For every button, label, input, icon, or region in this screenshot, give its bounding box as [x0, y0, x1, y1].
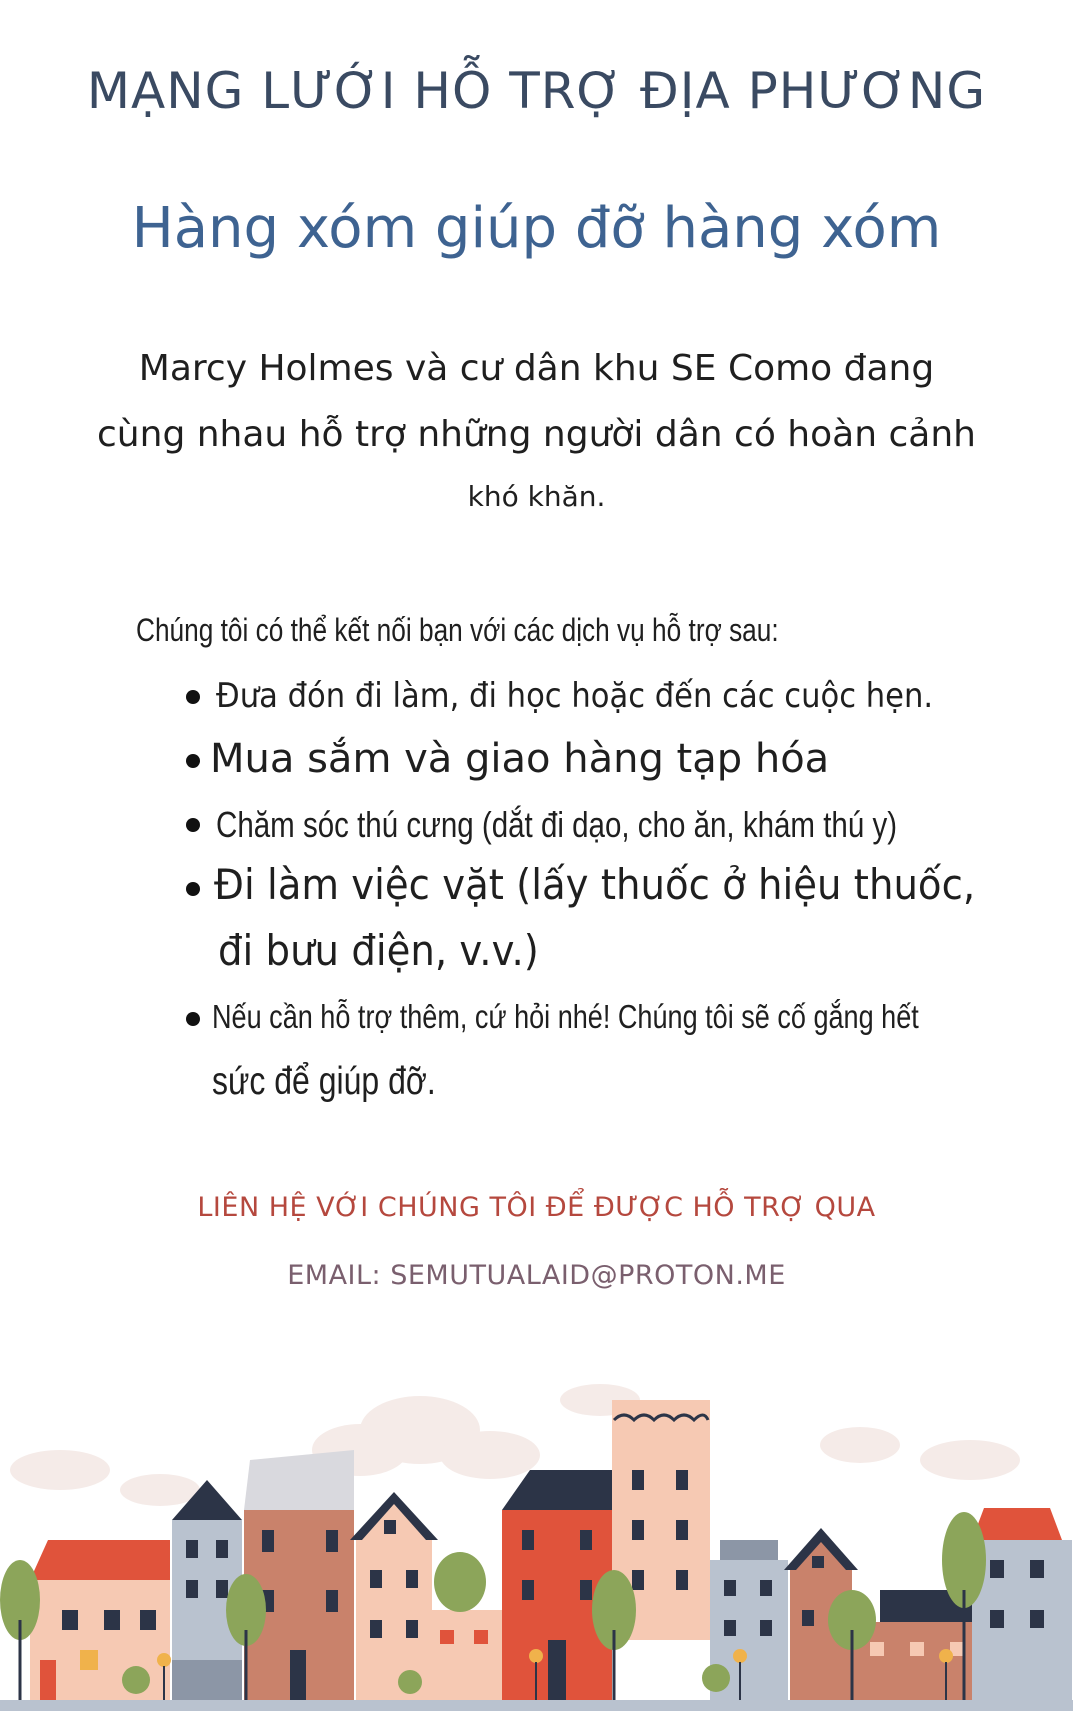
house-4: [350, 1492, 438, 1700]
house-3: [244, 1450, 354, 1700]
services-intro: Chúng tôi có thể kết nối bạn với các dịch vụ hỗ trợ sau:: [136, 612, 779, 648]
house-6: [502, 1470, 612, 1700]
page-subtitle: Hàng xóm giúp đỡ hàng xóm: [131, 196, 942, 261]
town-houses-illustration: [0, 1360, 1073, 1711]
service-item-other: Nếu cần hỗ trợ thêm, cứ hỏi nhé! Chúng tôi sẽ cố gắng hết: [212, 998, 919, 1035]
intro-line-3: khó khăn.: [467, 480, 606, 513]
cloud-shapes: [10, 1384, 1020, 1506]
contact-heading: LIÊN HỆ VỚI CHÚNG TÔI ĐỂ ĐƯỢC HỖ TRỢ QUA: [197, 1192, 876, 1223]
service-item-groceries: Mua sắm và giao hàng tạp hóa: [210, 736, 830, 782]
service-item-transport: Đưa đón đi làm, đi học hoặc đến các cuộc hẹn.: [216, 676, 934, 716]
intro-line-1: Marcy Holmes và cư dân khu SE Como đang: [138, 348, 935, 389]
bullet-icon: [186, 818, 200, 832]
house-5: [432, 1552, 502, 1700]
intro-line-2: cùng nhau hỗ trợ những người dân có hoàn cảnh: [97, 414, 976, 455]
bullet-icon: [186, 882, 200, 896]
contact-email[interactable]: EMAIL: SEMUTUALAID@PROTON.ME: [287, 1260, 786, 1291]
service-item-pet-care: Chăm sóc thú cưng (dắt đi dạo, cho ăn, khám thú y): [216, 804, 898, 845]
service-item-errands-cont: đi bưu điện, v.v.): [218, 926, 539, 975]
page-title: MẠNG LƯỚI HỖ TRỢ ĐỊA PHƯƠNG: [86, 62, 987, 120]
bullet-icon: [186, 754, 200, 768]
service-item-errands: Đi làm việc vặt (lấy thuốc ở hiệu thuốc,: [214, 860, 976, 909]
bullet-icon: [186, 1012, 200, 1026]
house-7: [612, 1400, 710, 1700]
house-11: [972, 1508, 1072, 1700]
service-item-other-cont: sức để giúp đỡ.: [212, 1060, 436, 1103]
bullet-icon: [186, 690, 200, 704]
